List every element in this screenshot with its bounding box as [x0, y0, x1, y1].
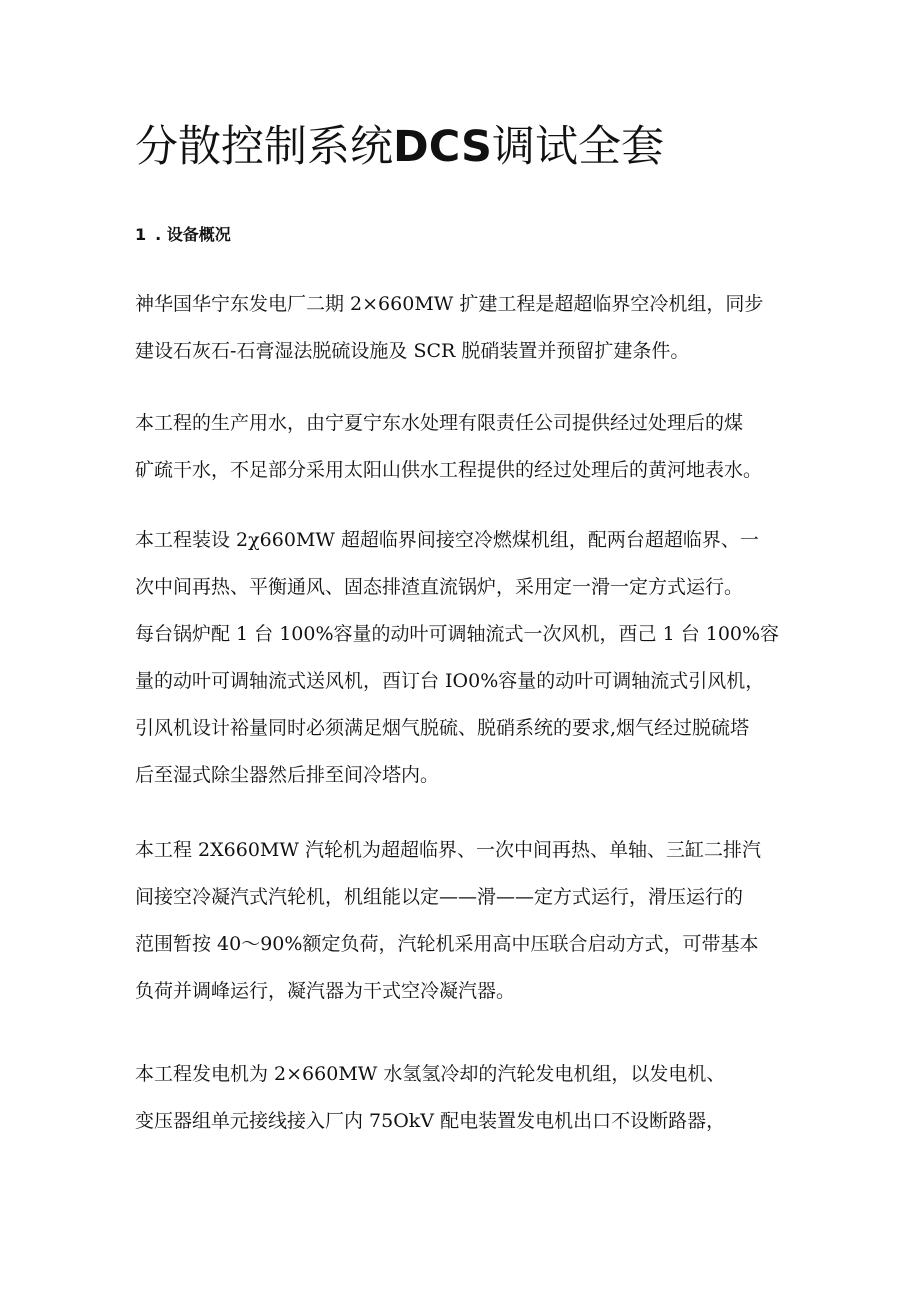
paragraph-line: 本工程装设 2χ660MW 超超临界间接空冷燃煤机组，配两台超超临界、一 [135, 529, 759, 551]
paragraph-line: 后至湿式除尘器然后排至间冷塔内。 [135, 764, 440, 786]
section-heading [135, 223, 231, 247]
section-label: . 设备概况 [155, 225, 231, 244]
paragraph-project-overview [135, 281, 785, 375]
section-number: 1 [135, 225, 147, 244]
paragraph-line: 间接空冷凝汽式汽轮机，机组能以定——滑——定方式运行，滑压运行的 [135, 886, 744, 908]
title-chinese-part-1: 分散控制系统 [135, 122, 393, 172]
paragraph-line: 建设石灰石-石膏湿法脱硫设施及 SCR 脱硝装置并预留扩建条件。 [135, 340, 690, 362]
paragraph-water-supply [135, 400, 785, 494]
paragraph-line: 每台锅炉配 1 台 100%容量的动叶可调轴流式一次风机，酉己 1 台 100%容 [135, 623, 780, 645]
paragraph-line: 本工程 2X660MW 汽轮机为超超临界、一次中间再热、单轴、三缸二排汽 [135, 839, 761, 861]
paragraph-generator-system [135, 1051, 785, 1145]
title-latin-part: DCS [393, 122, 493, 172]
paragraph-line: 神华国华宁东发电厂二期 2×660MW 扩建工程是超超临界空冷机组，同步 [135, 293, 764, 315]
paragraph-line: 矿疏干水，不足部分采用太阳山供水工程提供的经过处理后的黄河地表水。 [135, 459, 763, 481]
paragraph-line: 负荷并调峰运行，凝汽器为干式空冷凝汽器。 [135, 980, 516, 1002]
paragraph-line: 本工程的生产用水，由宁夏宁东水处理有限责任公司提供经过处理后的煤 [135, 412, 744, 434]
paragraph-line: 量的动叶可调轴流式送风机，酉订台 IO0%容量的动叶可调轴流式引风机， [135, 670, 765, 692]
paragraph-line: 范围暂按 40～90%额定负荷，汽轮机采用高中压联合启动方式，可带基本 [135, 933, 759, 955]
paragraph-line: 变压器组单元接线接入厂内 75OkV 配电装置发电机出口不设断路器， [135, 1110, 726, 1132]
document-title [135, 118, 835, 176]
paragraph-boiler-system [135, 517, 785, 799]
paragraph-turbine-system [135, 827, 785, 1015]
paragraph-line: 次中间再热、平衡通风、固态排渣直流锅炉，采用定一滑一定方式运行。 [135, 576, 744, 598]
paragraph-line: 本工程发电机为 2×660MW 水氢氢冷却的汽轮发电机组，以发电机、 [135, 1063, 726, 1085]
paragraph-line: 引风机设计裕量同时必须满足烟气脱硫、脱硝系统的要求,烟气经过脱硫塔 [135, 717, 750, 739]
title-chinese-part-2: 调试全套 [492, 122, 665, 172]
